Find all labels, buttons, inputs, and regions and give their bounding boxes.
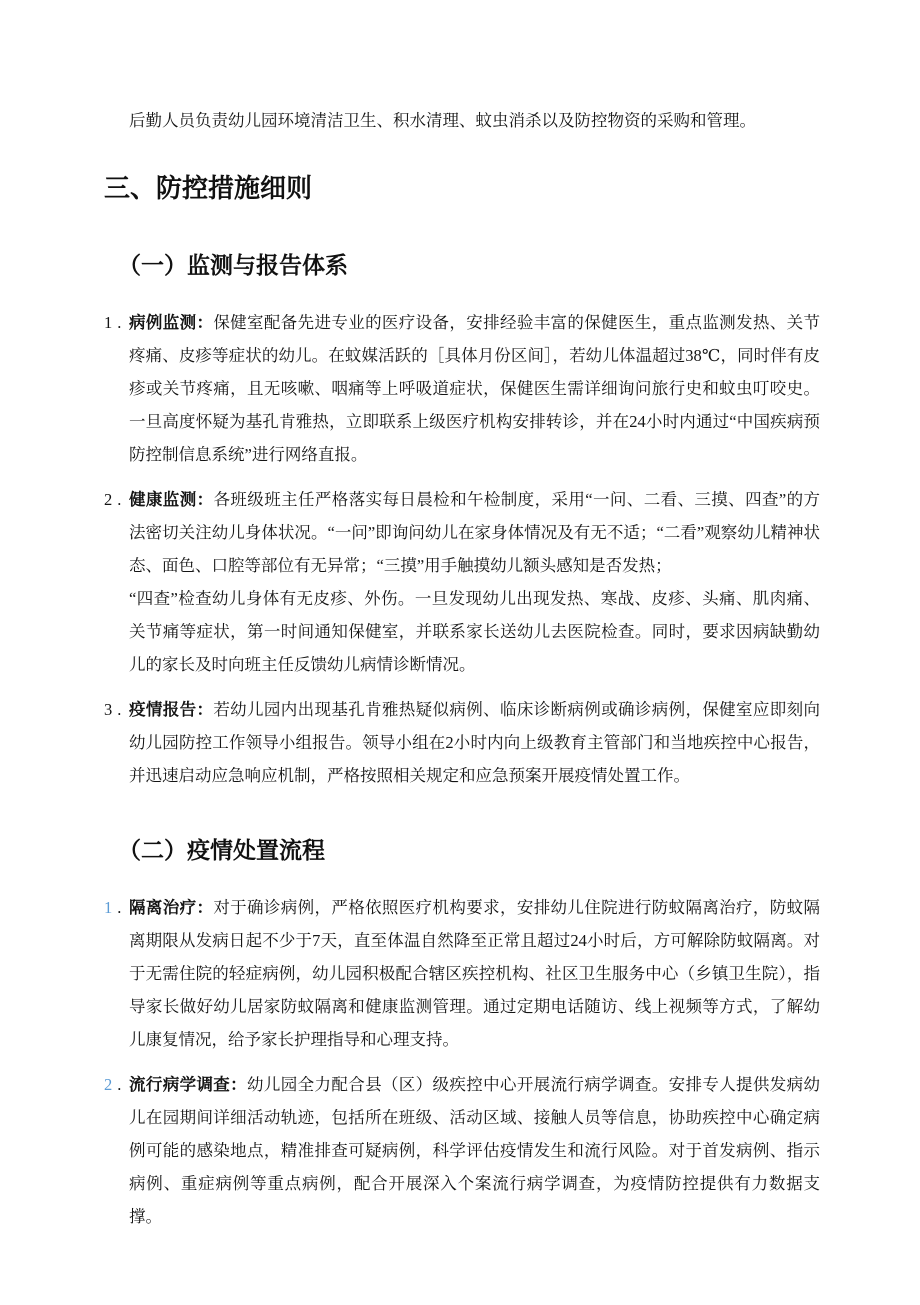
- subsection-heading-monitoring: （一）监测与报告体系: [118, 252, 348, 278]
- item-number-dot: .: [117, 898, 122, 917]
- item-text: 幼儿园全力配合县（区）级疾控中心开展流行病学调查。安排专人提供发病幼儿在园期间详细活动轨迹，包括所在班级、活动区域、接触人员等信息，协助疾控中心确定病例可能的感染地点，精准排查可疑病例，科学评估疫情发生和流行风险。对于首发病例、指示病例、重症病例等重点病例，配合开展深入个案流行病学调查，为疫情防控提供有力数据支撑。: [129, 1075, 821, 1226]
- item-label: 流行病学调查：: [129, 1075, 248, 1094]
- item-number-marker: [104, 1068, 121, 1101]
- item-number-marker: [104, 306, 121, 339]
- item-number-dot: .: [117, 313, 122, 332]
- item-number-dot: .: [117, 1075, 122, 1094]
- item-number: 2: [104, 1075, 113, 1094]
- section-heading: 三、防控措施细则: [104, 173, 313, 203]
- item-label: 疫情报告：: [129, 700, 214, 719]
- monitoring-item-list: [104, 306, 820, 792]
- item-label: 健康监测：: [129, 490, 214, 509]
- item-text-continuation: “四查”检查幼儿身体有无皮疹、外伤。一旦发现幼儿出现发热、寒战、皮疹、头痛、肌肉痛、关节痛等症状，第一时间通知保健室，并联系家长送幼儿去医院检查。同时，要求因病缺勤幼儿的家长及时向班主任反馈幼儿病情诊断情况。: [129, 589, 820, 674]
- item-number: 1: [104, 898, 113, 917]
- item-text: 若幼儿园内出现基孔肯雅热疑似病例、临床诊断病例或确诊病例，保健室应即刻向幼儿园防控工作领导小组报告。领导小组在2小时内向上级教育主管部门和当地疾控中心报告，并迅速启动应急响应机制，严格按照相关规定和应急预案开展疫情处置工作。: [129, 700, 821, 785]
- disposal-item-list: [104, 891, 820, 1233]
- list-item-health-monitoring: [104, 483, 820, 681]
- list-item-isolation-treatment: [104, 891, 820, 1056]
- item-number: 1: [104, 313, 113, 332]
- item-label: 病例监测：: [129, 313, 214, 332]
- item-label: 隔离治疗：: [129, 898, 214, 917]
- list-item-case-monitoring: [104, 306, 820, 471]
- item-number: 2: [104, 490, 113, 509]
- list-item-epidemic-report: [104, 693, 820, 792]
- item-text: 保健室配备先进专业的医疗设备，安排经验丰富的保健医生，重点监测发热、关节疼痛、皮疹等症状的幼儿。在蚊媒活跃的［具体月份区间］，若幼儿体温超过38℃，同时伴有皮疹或关节疼痛，且无咳嗽、咽痛等上呼吸道症状，保健医生需详细询问旅行史和蚊虫叮咬史。一旦高度怀疑为基孔肯雅热，立即联系上级医疗机构安排转诊，并在24小时内通过“中国疾病预防控制信息系统”进行网络直报。: [129, 313, 821, 464]
- item-number-marker: [104, 483, 121, 516]
- intro-paragraph: 后勤人员负责幼儿园环境清洁卫生、积水清理、蚊虫消杀以及防控物资的采购和管理。: [129, 111, 756, 130]
- list-item-epidemiological-survey: [104, 1068, 820, 1233]
- item-text: 各班级班主任严格落实每日晨检和午检制度，采用“一问、二看、三摸、四查”的方法密切关注幼儿身体状况。“一问”即询问幼儿在家身体情况及有无不适；“二看”观察幼儿精神状态、面色、口腔等部位有无异常；“三摸”用手触摸幼儿额头感知是否发热；: [129, 490, 820, 575]
- item-number-dot: .: [117, 490, 122, 509]
- item-number: 3: [104, 700, 113, 719]
- item-number-marker: [104, 693, 121, 726]
- item-number-dot: .: [117, 700, 122, 719]
- item-number-marker: [104, 891, 121, 924]
- subsection-heading-disposal: （二）疫情处置流程: [118, 837, 325, 863]
- item-text: 对于确诊病例，严格依照医疗机构要求，安排幼儿住院进行防蚊隔离治疗，防蚊隔离期限从发病日起不少于7天，直至体温自然降至正常且超过24小时后，方可解除防蚊隔离。对于无需住院的轻症病例，幼儿园积极配合辖区疾控机构、社区卫生服务中心（乡镇卫生院），指导家长做好幼儿居家防蚊隔离和健康监测管理。通过定期电话随访、线上视频等方式，了解幼儿康复情况，给予家长护理指导和心理支持。: [129, 898, 821, 1049]
